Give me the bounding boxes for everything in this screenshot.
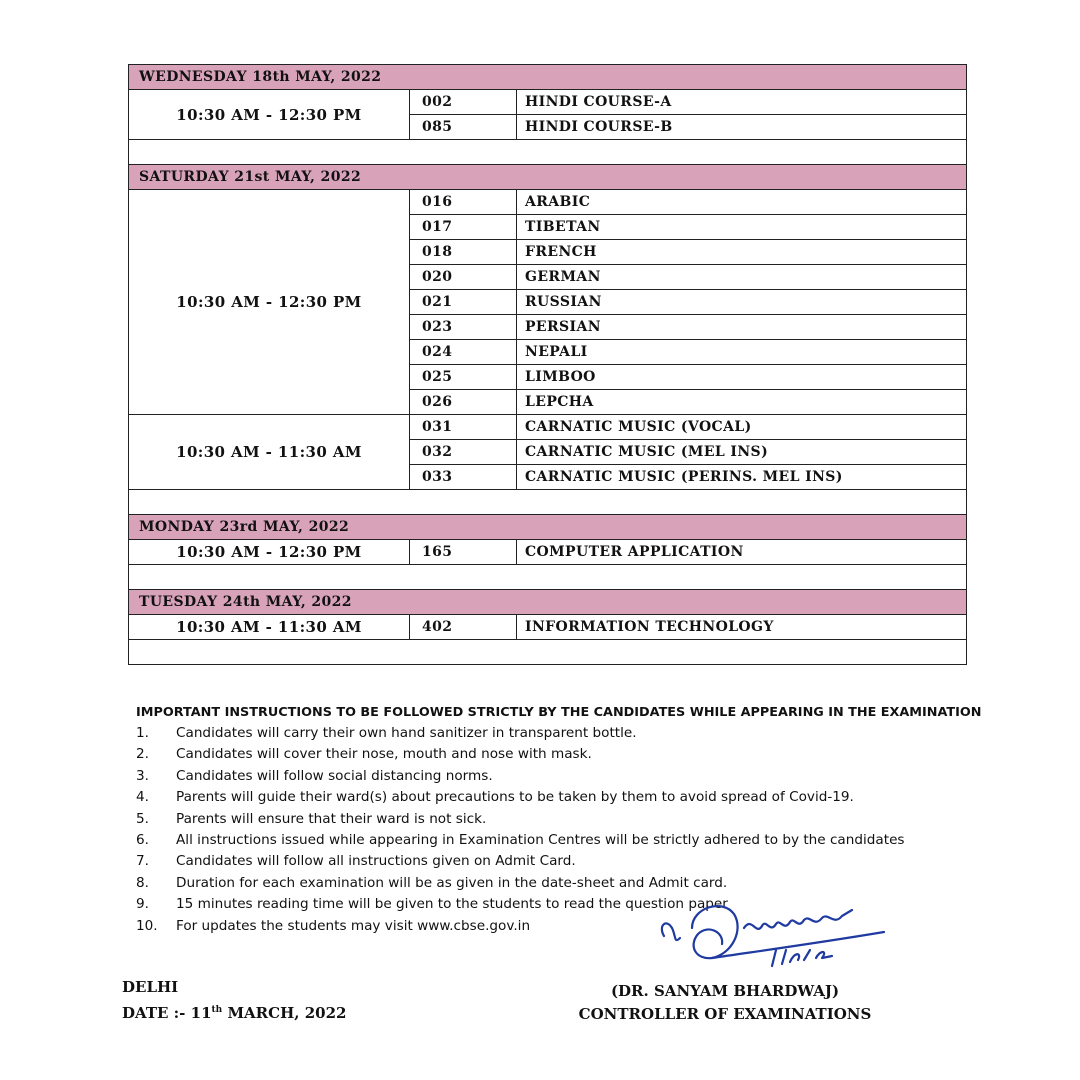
instruction-item (128, 830, 988, 851)
subject-code: 031 (410, 415, 517, 440)
instruction-text: Candidates will carry their own hand sanitizer in transparent bottle. (176, 725, 637, 741)
instruction-text: For updates the students may visit www.cbse.gov.in (176, 917, 531, 934)
exam-time: 10:30 AM - 11:30 AM (129, 415, 410, 490)
instruction-number: 7. (136, 853, 149, 870)
instruction-number: 4. (136, 789, 149, 806)
signatory-block (560, 980, 890, 1026)
date-sheet-table (128, 64, 967, 665)
subject-code: 024 (410, 340, 517, 365)
instruction-number: 1. (136, 725, 149, 741)
instruction-text: Candidates will follow all instructions given on Admit Card. (176, 853, 576, 870)
subject-name: CARNATIC MUSIC (MEL INS) (517, 440, 967, 465)
paper-row (129, 190, 967, 215)
instruction-item (128, 787, 988, 808)
paper-row (129, 615, 967, 640)
instruction-number: 3. (136, 767, 149, 784)
instruction-text: Candidates will follow social distancing norms. (176, 767, 493, 784)
exam-time: 10:30 AM - 12:30 PM (129, 90, 410, 140)
signatory-title: CONTROLLER OF EXAMINATIONS (578, 1005, 872, 1023)
subject-code: 165 (410, 540, 517, 565)
spacer-row (129, 490, 967, 515)
instruction-item (128, 744, 988, 765)
day-header-row (129, 515, 967, 540)
instructions-title: IMPORTANT INSTRUCTIONS TO BE FOLLOWED STRICTLY BY THE CANDIDATES WHILE APPEARING IN THE EXAMINATION (136, 705, 982, 720)
exam-date: TUESDAY 24th MAY, 2022 (129, 590, 967, 615)
instruction-number: 9. (136, 896, 149, 913)
exam-date: MONDAY 23rd MAY, 2022 (129, 515, 967, 540)
instruction-number: 6. (136, 831, 149, 848)
subject-code: 402 (410, 615, 517, 640)
subject-name: LIMBOO (517, 365, 967, 390)
subject-code: 021 (410, 290, 517, 315)
subject-name: NEPALI (517, 340, 967, 365)
day-header-row (129, 590, 967, 615)
subject-name: RUSSIAN (517, 290, 967, 315)
exam-time: 10:30 AM - 11:30 AM (129, 615, 410, 640)
instruction-text: 15 minutes reading time will be given to the students to read the question paper (176, 896, 728, 913)
subject-code: 016 (410, 190, 517, 215)
instruction-text: Duration for each examination will be as given in the date-sheet and Admit card. (176, 874, 728, 891)
subject-code: 023 (410, 315, 517, 340)
subject-name: PERSIAN (517, 315, 967, 340)
subject-code: 033 (410, 465, 517, 490)
subject-name: INFORMATION TECHNOLOGY (517, 615, 967, 640)
subject-code: 017 (410, 215, 517, 240)
footer-place-date (122, 976, 346, 1025)
instruction-number: 10. (136, 917, 158, 934)
footer-place: DELHI (122, 978, 179, 996)
spacer-row (129, 140, 967, 165)
instruction-item (128, 766, 988, 787)
subject-code: 020 (410, 265, 517, 290)
day-header-row (129, 65, 967, 90)
subject-code: 032 (410, 440, 517, 465)
paper-row (129, 90, 967, 115)
instruction-item (128, 851, 988, 872)
subject-code: 025 (410, 365, 517, 390)
instruction-text: All instructions issued while appearing in Examination Centres will be strictly adhered to by the candidates (176, 831, 905, 848)
subject-name: GERMAN (517, 265, 967, 290)
instruction-number: 2. (136, 746, 149, 763)
instruction-text: Parents will ensure that their ward is not sick. (176, 810, 487, 827)
footer-date: DATE :- 11th MARCH, 2022 (122, 1004, 347, 1022)
day-header-row (129, 165, 967, 190)
spacer-cell (129, 640, 967, 665)
subject-code: 026 (410, 390, 517, 415)
spacer-row (129, 640, 967, 665)
spacer-row (129, 565, 967, 590)
subject-name: TIBETAN (517, 215, 967, 240)
subject-code: 018 (410, 240, 517, 265)
exam-date: WEDNESDAY 18th MAY, 2022 (129, 65, 967, 90)
instruction-text: Candidates will cover their nose, mouth and nose with mask. (176, 746, 592, 763)
subject-name: CARNATIC MUSIC (VOCAL) (517, 415, 967, 440)
paper-row (129, 540, 967, 565)
spacer-cell (129, 565, 967, 590)
spacer-cell (129, 140, 967, 165)
exam-time: 10:30 AM - 12:30 PM (129, 190, 410, 415)
instruction-number: 5. (136, 810, 149, 827)
exam-time: 10:30 AM - 12:30 PM (129, 540, 410, 565)
subject-name: CARNATIC MUSIC (PERINS. MEL INS) (517, 465, 967, 490)
instruction-number: 8. (136, 874, 149, 891)
subject-name: FRENCH (517, 240, 967, 265)
subject-code: 002 (410, 90, 517, 115)
spacer-cell (129, 490, 967, 515)
signatory-name: (DR. SANYAM BHARDWAJ) (610, 982, 840, 1000)
paper-row (129, 415, 967, 440)
subject-name: COMPUTER APPLICATION (517, 540, 967, 565)
instruction-text: Parents will guide their ward(s) about precautions to be taken by them to avoid spread of Covid-19. (176, 789, 854, 806)
subject-code: 085 (410, 115, 517, 140)
subject-name: HINDI COURSE-A (517, 90, 967, 115)
instruction-item (128, 809, 988, 830)
exam-date: SATURDAY 21st MAY, 2022 (129, 165, 967, 190)
signature-image (652, 888, 892, 983)
instruction-item (128, 723, 988, 744)
subject-name: HINDI COURSE-B (517, 115, 967, 140)
subject-name: ARABIC (517, 190, 967, 215)
subject-name: LEPCHA (517, 390, 967, 415)
